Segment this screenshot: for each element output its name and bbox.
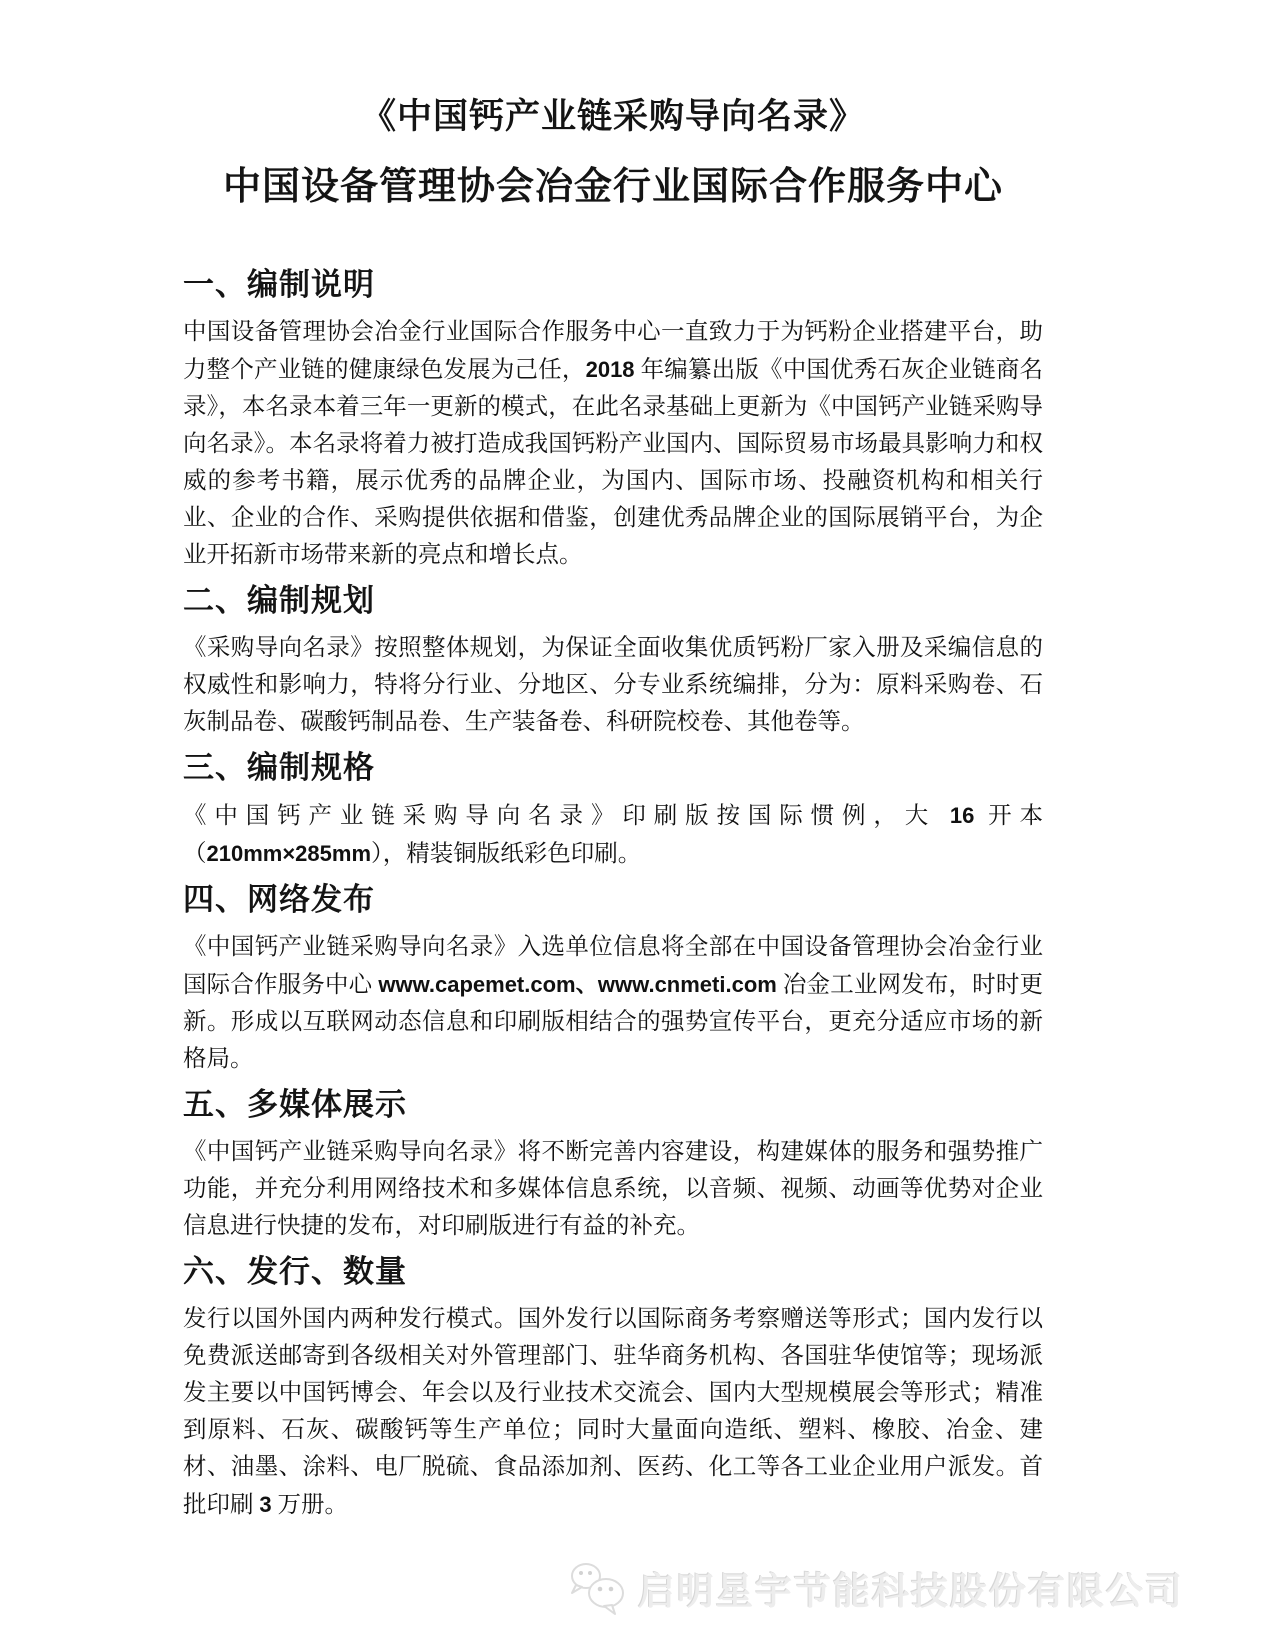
document-body xyxy=(183,0,1043,1524)
watermark xyxy=(566,1560,1184,1616)
document-subtitle: 中国设备管理协会冶金行业国际合作服务中心 xyxy=(222,166,1003,208)
section-heading-3: 三、编制规格 xyxy=(183,750,375,785)
bold-text-run: 2018 xyxy=(585,357,635,382)
text-run: 开本（ xyxy=(183,803,1044,867)
text-run: 年编纂出版《中国优秀石灰企业链商名录》，本名录本着三年一更新的模式，在此名录基础上更新为《中国钙产业链采购导向名录》。本名录将着力被打造成我国钙粉产业国内、国际贸易市场最具影响力和权威的参考书籍，展示优秀的品牌企业，为国内、国际市场、投融资机构和相关行业、企业的合作、采购提供依据和借鉴，创建优秀品牌企业的国际展销平台，为企业开拓新市场带来新的亮点和增长点。 xyxy=(183,357,1044,568)
section-paragraph xyxy=(183,1134,1043,1245)
text-run: 《中国钙产业链采购导向名录》将不断完善内容建设，构建媒体的服务和强势推广功能，并充分利用网络技术和多媒体信息系统，以音频、视频、动画等优势对企业信息进行快捷的发布，对印刷版进行有益的补充。 xyxy=(183,1139,1043,1239)
text-run: 发行以国外国内两种发行模式。国外发行以国际商务考察赠送等形式；国内发行以免费派送邮寄到各级相关对外管理部门、驻华商务机构、各国驻华使馆等；现场派发主要以中国钙博会、年会以及行业技术交流会、国内大型规模展会等形式；精准到原料、石灰、碳酸钙等生产单位；同时大量面向造纸、塑料、橡胶、冶金、建材、油墨、涂料、电厂脱硫、食品添加剂、医药、化工等各工业企业用户派发。首批印刷 xyxy=(183,1306,1043,1518)
section-paragraph xyxy=(183,929,1043,1078)
watermark-company-name: 启明星宇节能科技股份有限公司 xyxy=(638,1571,1184,1612)
bold-text-run: www.capemet.com、www.cnmeti.com xyxy=(378,972,777,997)
document-sections xyxy=(183,266,1043,1524)
text-run: 《中国钙产业链采购导向名录》印刷版按国际惯例，大 xyxy=(183,803,950,829)
text-run: 冶金工业网发布，时时更新。形成以互联网动态信息和印刷版相结合的强势宣传平台，更充分适应市场的新格局。 xyxy=(183,972,1044,1072)
section-paragraph xyxy=(183,314,1043,574)
text-run: ），精装铜版纸彩色印刷。 xyxy=(371,841,642,867)
section-paragraph xyxy=(183,797,1043,873)
bold-text-run: 3 xyxy=(259,1492,272,1517)
section-heading-6: 六、发行、数量 xyxy=(183,1254,407,1289)
section-heading-5: 五、多媒体展示 xyxy=(183,1087,407,1122)
document-title: 《中国钙产业链采购导向名录》 xyxy=(360,97,865,136)
text-run: 万册。 xyxy=(271,1492,348,1518)
section-heading-4: 四、网络发布 xyxy=(183,882,375,917)
section-paragraph xyxy=(183,1301,1043,1524)
bold-text-run: 210mm×285mm xyxy=(206,841,372,866)
text-run: 中国设备管理协会冶金行业国际合作服务中心一直致力于为钙粉企业搭建平台，助力整个产业链的健康绿色发展为己任， xyxy=(183,319,1043,383)
bold-text-run: 16 xyxy=(949,803,975,828)
section-paragraph xyxy=(183,630,1043,741)
section-heading-1: 一、编制说明 xyxy=(183,267,375,302)
text-run: 《中国钙产业链采购导向名录》入选单位信息将全部在中国设备管理协会冶金行业国际合作服务中心 xyxy=(183,934,1043,998)
wechat-icon xyxy=(566,1560,630,1616)
section-heading-2: 二、编制规划 xyxy=(183,583,375,618)
text-run: 《采购导向名录》按照整体规划，为保证全面收集优质钙粉厂家入册及采编信息的权威性和影响力，特将分行业、分地区、分专业系统编排，分为：原料采购卷、石灰制品卷、碳酸钙制品卷、生产装备卷、科研院校卷、其他卷等。 xyxy=(183,635,1043,735)
